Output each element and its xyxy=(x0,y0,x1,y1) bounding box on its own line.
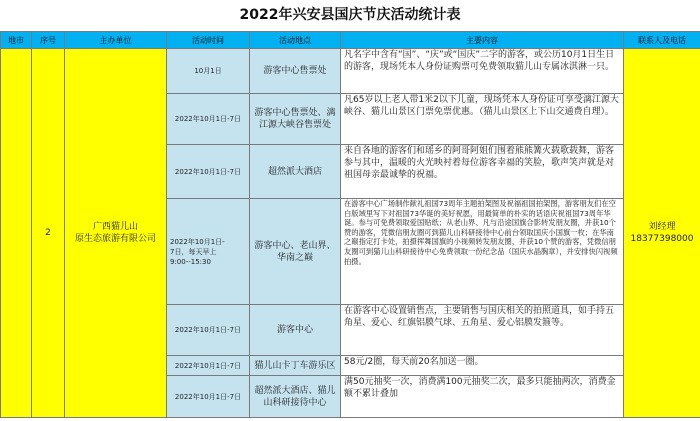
header-row xyxy=(1,32,700,49)
content-cell: 凡65岁以上老人带1米2以下儿童，现场凭本人身份证可享受漓江源大峡谷、猫儿山景区门票免票优惠。（猫儿山景区上下山交通费自理）。 xyxy=(341,94,624,145)
time-cell: 2022年10月1日-7日 xyxy=(167,305,250,356)
header-org: 主办单位 xyxy=(65,32,167,49)
header-time: 活动时间 xyxy=(167,32,250,49)
location-cell: 超然派大酒店、猫儿山科研接待中心 xyxy=(250,376,341,418)
content-cell: 满50元抽奖一次，消费满100元抽奖二次，最多只能抽两次，消费金额不累计叠加 xyxy=(341,376,624,418)
time-cell xyxy=(167,199,250,305)
time-cell: 2022年10月1日-7日 xyxy=(167,356,250,376)
org-line-1: 广西猫儿山 xyxy=(92,222,138,232)
location-cell: 游客中心售票处、漓江源大峡谷售票处 xyxy=(250,94,341,145)
location-cell: 游客中心 xyxy=(250,305,341,356)
time-cell: 2022年10月1日-7日 xyxy=(167,376,250,418)
location-cell: 游客中心、老山界、华南之巅 xyxy=(250,199,341,305)
time-cell: 2022年10月1日-7日 xyxy=(167,94,250,145)
location-cell: 游客中心售票处 xyxy=(250,49,341,94)
contact-cell xyxy=(624,49,700,418)
table-row xyxy=(1,49,700,94)
content-cell: 在游客中心设置销售点，主要销售与国庆相关的拍照道具，如手持五角星、爱心、红旗铝膜气球、五角星、爱心铝膜发箍等。 xyxy=(341,305,624,356)
content-cell: 58元/2圈，每天前20名加送一圈。 xyxy=(341,356,624,376)
content-cell: 凡名字中含有“国”、“庆”或“国庆”二字的游客，或公历10月1日生日的游客，现场凭本人身份证购票可免费领取猫儿山专属冰淇淋一只。 xyxy=(341,49,624,94)
seq-cell: 2 xyxy=(32,49,65,418)
time-line-3: 9:00--15:30 xyxy=(170,257,211,266)
time-line-1: 2022年10月1日- xyxy=(170,237,225,246)
header-contact: 联系人及电话 xyxy=(624,32,700,49)
time-line-2: 7日，每天早上 xyxy=(170,247,217,256)
header-content: 主要内容 xyxy=(341,32,624,49)
page-title: 2022年兴安县国庆节庆活动统计表 xyxy=(0,0,700,30)
contact-phone: 18377398000 xyxy=(630,234,694,244)
time-cell: 2022年10月1日-7日 xyxy=(167,145,250,199)
region-cell xyxy=(1,49,32,418)
content-cell: 来自各地的游客们和瑶乡的阿哥阿姐们围着熊熊篝火载歌载舞，游客参与其中，温暖的火光映衬着每位游客幸福的笑脸，歌声笑声就是对祖国母亲最诚挚的祝福。 xyxy=(341,145,624,199)
content-cell: 在游客中心广场制作献礼祖国73周年主题拍架图及祝福祖国拍架图，游客朋友们在空白版域里写下对祖国73华诞的美好祝愿，用最简单的朴实的话语庆祝祖国73周年华诞。参与可免费领取爱国贴纸；从老山界、凡与沿途国旗合影转发朋友圈，并获10个赞的游客，凭微信朋友圈可到猫儿山科研接待中心前台领取国庆小国旗一枚；在华南之巅指定打卡处，拍摄挥舞国旗的小视频转发朋友圈，并获10个赞的游客，凭微信朋友圈可到猫儿山科研接待中心免费领取一份纪念品（国庆水晶胸章），并安排快闪视频拍摄。 xyxy=(341,199,624,305)
contact-name: 刘经理 xyxy=(648,222,676,232)
header-region: 地市 xyxy=(1,32,32,49)
org-line-2: 原生态旅游有限公司 xyxy=(74,234,156,244)
header-location: 活动地点 xyxy=(250,32,341,49)
time-cell: 10月1日 xyxy=(167,49,250,94)
org-cell xyxy=(65,49,167,418)
activity-table xyxy=(0,31,700,418)
location-cell: 超然派大酒店 xyxy=(250,145,341,199)
location-cell: 猫儿山卡丁车游乐区 xyxy=(250,356,341,376)
header-seq: 序号 xyxy=(32,32,65,49)
